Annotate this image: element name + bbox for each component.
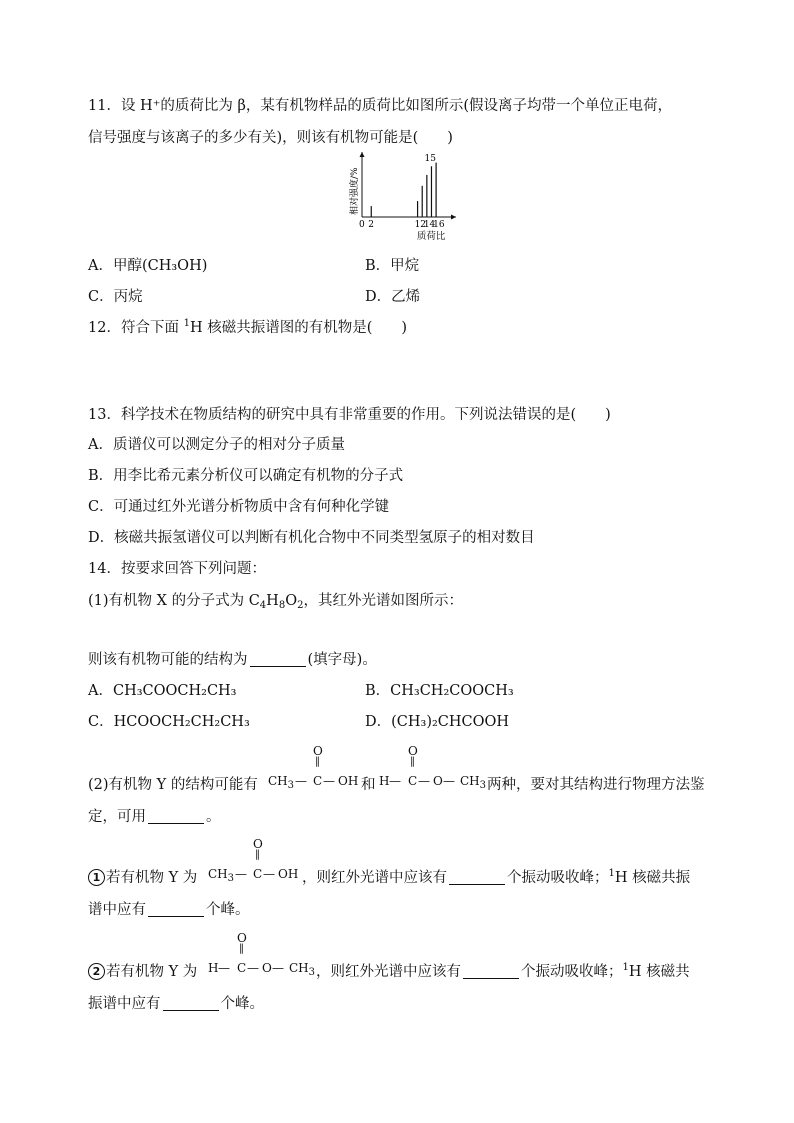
q14-sub2-line2 (88, 994, 264, 1014)
struct-ch3 (268, 774, 295, 791)
struct-o: O (237, 931, 247, 945)
q14-p1-b: H (266, 593, 279, 609)
double-bond: ‖ (239, 943, 244, 954)
struct-oh: OH (278, 867, 299, 881)
q14-s1-c: 个振动吸收峰； (507, 870, 609, 886)
q14-part2-line1: (2)有机物 Y 的结构可能有 (88, 777, 258, 793)
acetic-acid-structure-1 (268, 744, 362, 792)
q14-part2-line2 (88, 807, 221, 827)
q14-s1-e1: 谱中应有 (88, 902, 146, 918)
q14-sub2-line1-end (316, 962, 690, 982)
struct-ch3-text: CH (460, 774, 480, 788)
struct-bond: — (323, 774, 335, 788)
struct-o: O (408, 744, 418, 758)
mass-spectrum-chart (340, 150, 465, 250)
struct-bond: — (218, 961, 230, 975)
q14-s2-c: 个振动吸收峰； (521, 964, 623, 980)
struct-ch3-sub: 3 (227, 873, 235, 884)
struct-bond: — (247, 961, 259, 975)
q14-s2-b: ，则红外光谱中应该有 (316, 964, 461, 980)
q13-option-c[interactable]: C．可通过红外光谱分析物质中含有何种化学键 (88, 499, 390, 515)
formula-sub-c: 4 (259, 600, 267, 611)
q13-option-a[interactable]: A．质谱仪可以测定分子的相对分子质量 (88, 437, 345, 453)
struct-ch3-sub: 3 (479, 780, 487, 791)
answer-blank-3[interactable] (449, 870, 505, 885)
q11-option-c[interactable]: C．丙烷 (88, 289, 143, 305)
struct-o-mid: O (433, 774, 443, 788)
struct-bond: — (272, 961, 284, 975)
struct-h: H (379, 774, 390, 788)
q14-sub1-line1-end (302, 868, 690, 888)
struct-bond: — (295, 774, 307, 788)
q14-p2-c1: 定，可用 (88, 809, 146, 825)
q14-ask1 (88, 650, 377, 670)
answer-blank-6[interactable] (163, 996, 219, 1011)
x-tick-label: 2 (368, 220, 374, 230)
q12-sup: 1 (183, 318, 190, 329)
struct-c: C (253, 867, 263, 881)
x-axis-label: 质荷比 (416, 231, 446, 242)
struct-ch3-text: CH (268, 774, 288, 788)
struct-bond: — (418, 774, 430, 788)
struct-ch3 (460, 774, 487, 791)
struct-ch3-sub: 3 (287, 780, 295, 791)
struct-c: C (313, 774, 323, 788)
struct-bond: — (235, 867, 247, 881)
struct-bond: — (263, 867, 275, 881)
q14-s2-sup: 1 (622, 962, 629, 973)
q14-p2-c2: 。 (206, 809, 221, 825)
double-bond: ‖ (410, 756, 415, 767)
q13-option-b[interactable]: B．用李比希元素分析仪可以确定有机物的分子式 (88, 468, 404, 484)
q14-stem: 14．按要求回答下列问题： (88, 561, 266, 577)
q14-part1 (88, 591, 463, 611)
peak-label: 15 (424, 154, 436, 164)
q14-p1-a: (1)有机物 X 的分子式为 C (88, 593, 260, 609)
q14-and: 和 (361, 777, 376, 793)
chart-bars (371, 163, 436, 217)
struct-o-mid: O (262, 961, 272, 975)
methyl-formate-structure-1 (379, 744, 487, 792)
formula-sub-o: 2 (297, 600, 304, 611)
q11-option-a[interactable]: A．甲醇(CH₃OH) (88, 258, 208, 274)
q14-p1-c: O (285, 593, 298, 609)
struct-ch3 (289, 961, 316, 978)
q14-option-c[interactable]: C．HCOOCH₂CH₂CH₃ (88, 714, 250, 730)
q12-suffix: H 核磁共振谱图的有机物是( ) (189, 320, 408, 336)
q11-option-b[interactable]: B．甲烷 (365, 258, 420, 274)
q14-ask1-b: (填字母)。 (307, 652, 377, 668)
struct-ch3-text: CH (208, 867, 228, 881)
formula-sub-h: 8 (278, 600, 286, 611)
circled-number-1: 1 (88, 869, 105, 886)
double-bond: ‖ (255, 849, 260, 860)
struct-c: C (408, 774, 418, 788)
q12-prefix: 12．符合下面 (88, 320, 184, 336)
q14-option-b[interactable]: B．CH₃CH₂COOCH₃ (365, 683, 514, 699)
struct-o: O (313, 744, 323, 758)
q14-option-a[interactable]: A．CH₃COOCH₂CH₃ (88, 683, 237, 699)
struct-bond: — (443, 774, 455, 788)
q14-s1-sup: 1 (608, 868, 615, 879)
struct-ch3 (208, 867, 235, 884)
q13-option-d[interactable]: D．核磁共振氢谱仪可以判断有机化合物中不同类型氢原子的相对数目 (88, 530, 535, 546)
struct-o: O (253, 837, 263, 851)
q11-option-d[interactable]: D．乙烯 (365, 289, 421, 305)
q14-sub1-line1 (88, 868, 197, 888)
answer-blank-4[interactable] (148, 902, 204, 917)
q14-sub2-line1 (88, 962, 197, 982)
q11-stem-line2: 信号强度与该离子的多少有关)，则该有机物可能是( ) (88, 130, 453, 146)
q14-s2-d: H 核磁共 (628, 964, 690, 980)
answer-blank-2[interactable] (148, 809, 204, 824)
y-axis-label: 相对强度/% (350, 167, 360, 215)
answer-blank-1[interactable] (250, 652, 306, 667)
struct-oh: OH (338, 774, 359, 788)
q14-s2-e1: 振谱中应有 (88, 996, 161, 1012)
q14-option-d[interactable]: D．(CH₃)₂CHCOOH (365, 714, 510, 730)
struct-h: H (208, 961, 219, 975)
chart-axes (360, 152, 457, 220)
q14-s2-a: 若有机物 Y 为 (106, 964, 198, 980)
x-axis-arrow (451, 215, 456, 220)
methyl-formate-structure-2 (208, 931, 316, 979)
struct-ch3-text: CH (289, 961, 309, 975)
y-axis-arrow (360, 152, 365, 157)
q14-s1-d: H 核磁共振 (614, 870, 691, 886)
q14-part2-line1-end: 两种，要对其结构进行物理方法鉴 (487, 777, 705, 793)
circled-number-2: 2 (88, 963, 105, 980)
q14-sub1-line2 (88, 900, 250, 920)
x-tick-label: 12 (414, 220, 427, 230)
x-tick-label: 14 (423, 220, 436, 230)
x-tick-label: 0 (359, 220, 365, 230)
q14-s1-e2: 个峰。 (206, 902, 250, 918)
double-bond: ‖ (315, 756, 320, 767)
q14-s1-a: 若有机物 Y 为 (106, 870, 198, 886)
q11-stem-line1: 11．设 H⁺的质荷比为 β，某有机物样品的质荷比如图所示(假设离子均带一个单位正电荷， (88, 98, 673, 114)
x-tick-label: 16 (433, 220, 445, 230)
q14-ask1-a: 则该有机物可能的结构为 (88, 652, 248, 668)
struct-bond: — (389, 774, 401, 788)
struct-ch3-sub: 3 (308, 967, 316, 978)
q14-p1-d: ，其红外光谱如图所示： (303, 593, 463, 609)
q12-stem (88, 318, 407, 338)
acetic-acid-structure-2 (208, 837, 302, 885)
answer-blank-5[interactable] (463, 964, 519, 979)
q13-stem: 13．科学技术在物质结构的研究中具有非常重要的作用。下列说法错误的是( ) (88, 407, 611, 423)
struct-c: C (237, 961, 247, 975)
q14-s2-e2: 个峰。 (220, 996, 264, 1012)
q14-s1-b: ，则红外光谱中应该有 (302, 870, 447, 886)
